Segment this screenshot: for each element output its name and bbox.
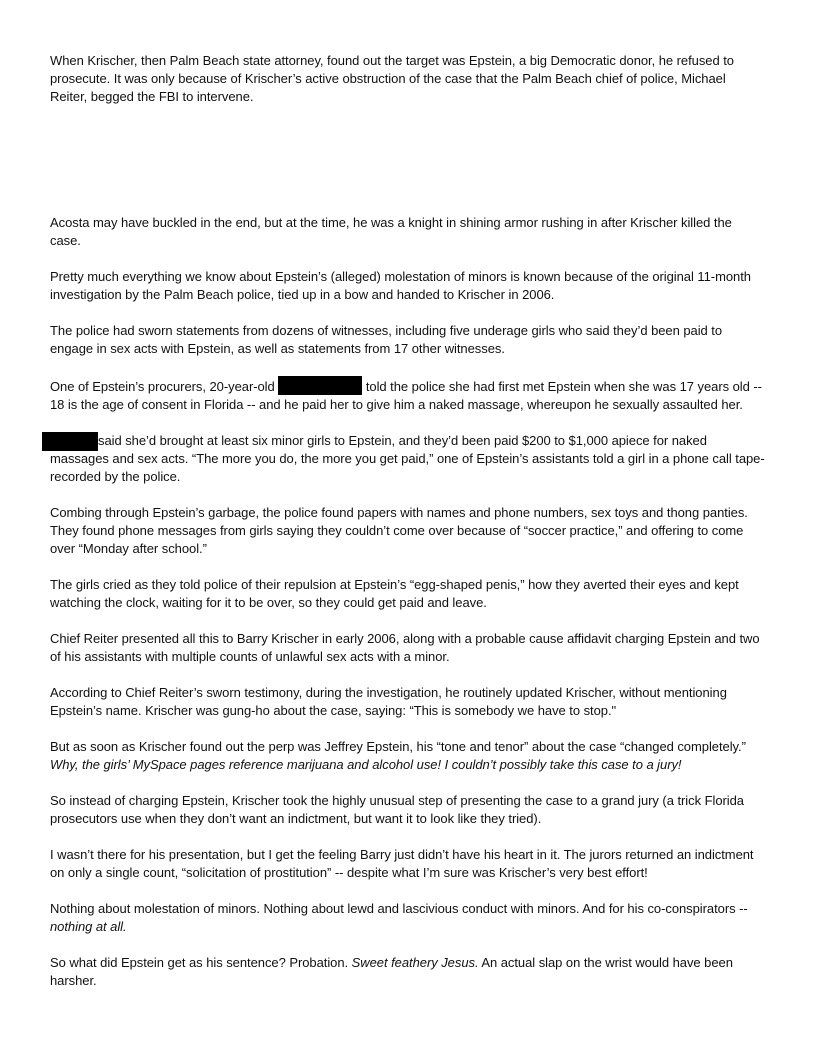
paragraph-1: When Krischer, then Palm Beach state attorney, found out the target was Epstein, a big Democratic donor, he refused to prosecute. It was only because of Krischer’s active obstruction of the case that the Palm Beach chief of police, Michael Reiter, begged the FBI to intervene. xyxy=(50,53,734,104)
paragraph-5-start: One of Epstein’s procurers, 20-year-old xyxy=(50,379,275,394)
paragraph-14 xyxy=(50,900,766,936)
paragraph-2: Acosta may have buckled in the end, but at the time, he was a knight in shining armor rushing in after Krischer killed the case. xyxy=(50,215,732,248)
paragraph-7: Combing through Epstein’s garbage, the police found papers with names and phone numbers, sex toys and thong panties. They found phone messages from girls saying they couldn’t come over because of “soccer practice,” and offering to come over “Monday after school.” xyxy=(50,505,748,556)
paragraph-9: Chief Reiter presented all this to Barry Krischer in early 2006, along with a probable cause affidavit charging Epstein and two of his assistants with multiple counts of unlawful sex acts with a minor. xyxy=(50,631,760,664)
paragraph-5 xyxy=(50,376,766,414)
paragraph-10: According to Chief Reiter’s sworn testimony, during the investigation, he routinely updated Krischer, without mentioning Epstein’s name. Krischer was gung-ho about the case, saying: “This is somebody we have to stop." xyxy=(50,685,727,718)
paragraph-4: The police had sworn statements from dozens of witnesses, including five underage girls who said they’d been paid to engage in sex acts with Epstein, as well as statements from 17 other witnesses. xyxy=(50,323,723,356)
paragraph-6 xyxy=(50,432,766,486)
paragraph-6-text: said she’d brought at least six minor girls to Epstein, and they’d been paid $200 to $1,000 apiece for naked massages and sex acts. “The more you do, the more you get paid,” one of Epstein’s assistants told a girl in a phone call tape-recorded by the police. xyxy=(50,433,765,484)
redaction-box xyxy=(42,432,98,451)
paragraph-11 xyxy=(50,738,766,774)
paragraph-8: The girls cried as they told police of their repulsion at Epstein’s “egg-shaped penis,” how they averted their eyes and kept watching the clock, waiting for it to be over, so they could get paid and leave. xyxy=(50,577,739,610)
paragraph-14-text: Nothing about molestation of minors. Nothing about lewd and lascivious conduct with minors. And for his co-conspirators -- xyxy=(50,901,748,916)
paragraph-15-text-2: An actual slap on the wrist would have been harsher. xyxy=(50,955,733,988)
document-body xyxy=(50,52,766,990)
paragraph-5-end: told the police she had first met Epstein when she was 17 years old -- 18 is the age of consent in Florida -- and he paid her to give him a naked massage, whereupon he sexually assaulted her. xyxy=(50,379,762,412)
paragraph-12: So instead of charging Epstein, Krischer took the highly unusual step of presenting the case to a grand jury (a trick Florida prosecutors use when they don’t want an indictment, but want it to look like they tried). xyxy=(50,793,744,826)
paragraph-11-text: But as soon as Krischer found out the perp was Jeffrey Epstein, his “tone and tenor” about the case “changed completely.” xyxy=(50,739,746,754)
paragraph-15 xyxy=(50,954,766,990)
redaction-box xyxy=(278,376,362,395)
paragraph-15-text-1: So what did Epstein get as his sentence? Probation. xyxy=(50,955,349,970)
paragraph-3: Pretty much everything we know about Epstein’s (alleged) molestation of minors is known because of the original 11-month investigation by the Palm Beach police, tied up in a bow and handed to Krischer in 2006. xyxy=(50,269,751,302)
paragraph-14-italic: nothing at all. xyxy=(50,919,127,934)
paragraph-13: I wasn’t there for his presentation, but I get the feeling Barry just didn’t have his heart in it. The jurors returned an indictment on only a single count, “solicitation of prostitution” -- despite what I’m sure was Krischer’s very best effort! xyxy=(50,847,754,880)
paragraph-15-italic: Sweet feathery Jesus. xyxy=(351,955,479,970)
paragraph-11-italic: Why, the girls’ MySpace pages reference marijuana and alcohol use! I couldn’t possibly take this case to a jury! xyxy=(50,757,682,772)
